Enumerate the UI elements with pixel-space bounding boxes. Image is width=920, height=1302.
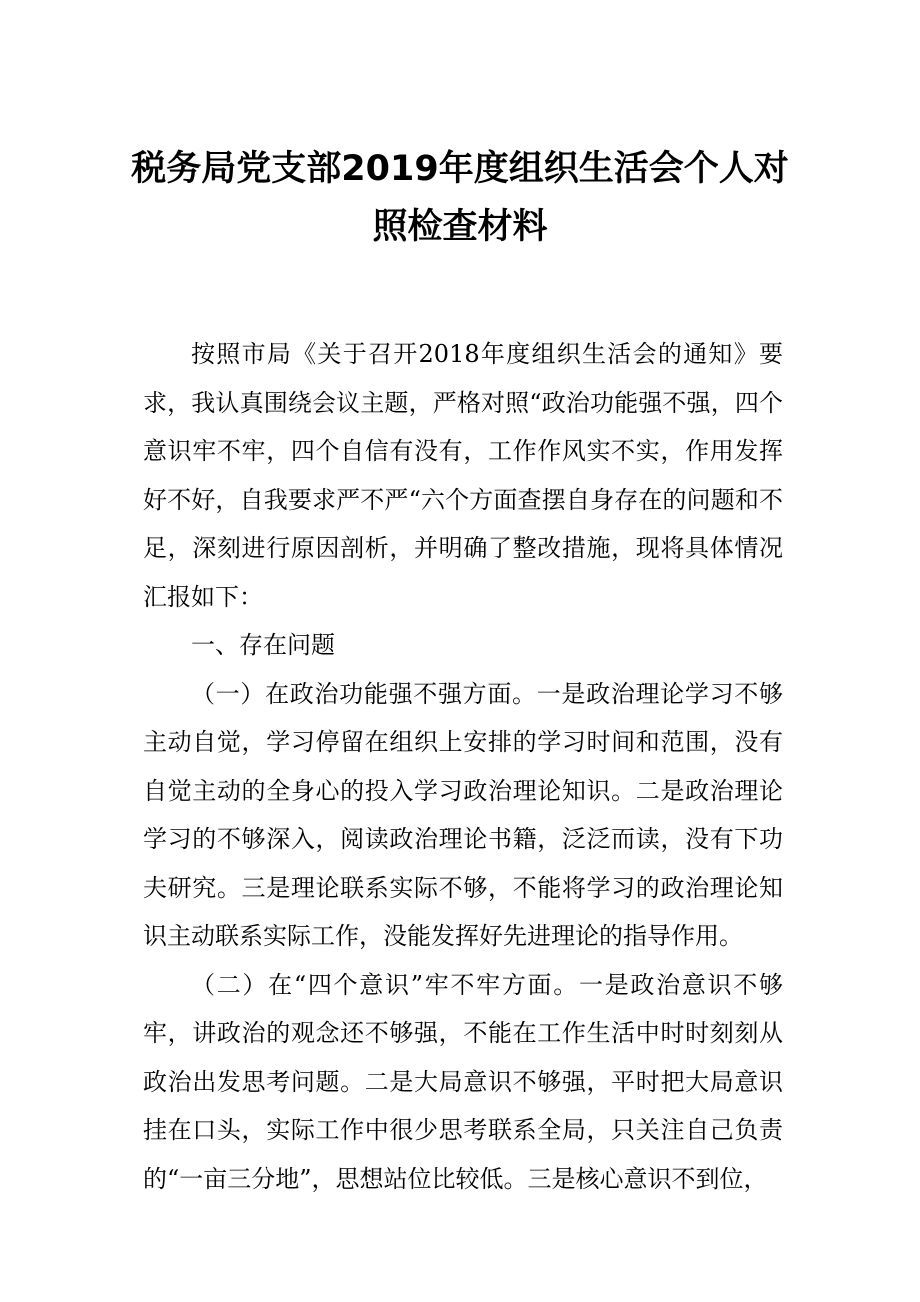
body-paragraph-2: （二）在“四个意识”牢不牢方面。一是政治意识不够牢，讲政治的观念还不够强，不能在工作生活中时时刻刻从政治出发思考问题。二是大局意识不够强，平时把大局意识挂在口头，实际工作中很少思考联系全局，只关注自己负责的“一亩三分地”，思想站位比较低。三是核心意识不到位， [143,970,783,1193]
document-title [120,140,800,256]
document-body [143,330,783,1203]
intro-paragraph: 按照市局《关于召开2018年度组织生活会的通知》要求，我认真围绕会议主题，严格对照“政治功能强不强，四个意识牢不牢，四个自信有没有，工作作风实不实，作用发挥好不好，自我要求严不严“六个方面查摆自身存在的问题和不足，深刻进行原因剖析，并明确了整改措施，现将具体情况汇报如下： [143,340,783,611]
title-line-2: 照检查材料 [372,207,548,247]
section-heading: 一、存在问题 [191,631,335,659]
body-paragraph-1: （一）在政治功能强不强方面。一是政治理论学习不够主动自觉，学习停留在组织上安排的学习时间和范围，没有自觉主动的全身心的投入学习政治理论知识。二是政治理论学习的不够深入，阅读政治理论书籍，泛泛而读，没有下功夫研究。三是理论联系实际不够，不能将学习的政治理论知识主动联系实际工作，没能发挥好先进理论的指导作用。 [143,679,783,950]
title-line-1: 税务局党支部2019年度组织生活会个人对 [131,149,789,189]
